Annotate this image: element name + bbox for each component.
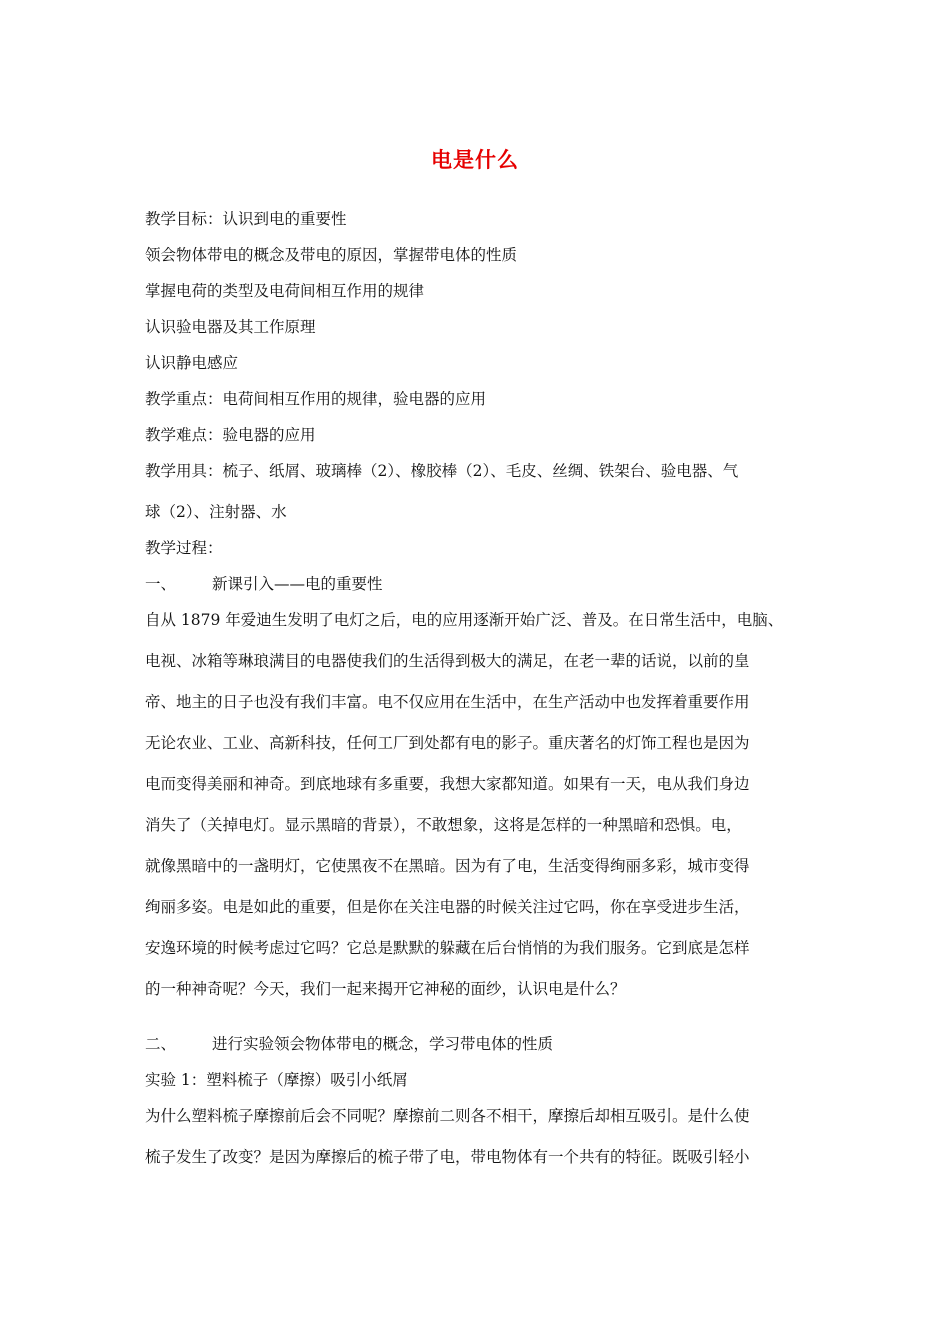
intro-paragraph — [145, 606, 810, 1016]
paragraph-line: 安逸环境的时候考虑过它吗？它总是默默的躲藏在后台悄悄的为我们服务。它到底是怎样 — [145, 939, 750, 957]
section-number: 二、 — [145, 1035, 177, 1053]
paragraph-line: 的一种神奇呢？今天，我们一起来揭开它神秘的面纱，认识电是什么？ — [145, 980, 626, 998]
paragraph-line: 帝、地主的日子也没有我们丰富。电不仅应用在生活中，在生产活动中也发挥着重要作用 — [145, 693, 750, 711]
paragraph-line: 梳子发生了改变？是因为摩擦后的梳子带了电，带电物体有一个共有的特征。既吸引轻小 — [145, 1148, 750, 1166]
document-title: 电是什么 — [431, 147, 519, 172]
paragraph-line: 就像黑暗中的一盏明灯，它使黑夜不在黑暗。因为有了电，生活变得绚丽多彩，城市变得 — [145, 857, 750, 875]
teaching-goal-line: 教学目标：认识到电的重要性 — [145, 210, 347, 228]
paragraph-line: 绚丽多姿。电是如此的重要，但是你在关注电器的时候关注过它吗，你在享受进步生活， — [145, 898, 750, 916]
paragraph-line: 无论农业、工业、高新科技，任何工厂到处都有电的影子。重庆著名的灯饰工程也是因为 — [145, 734, 750, 752]
paragraph-line: 为什么塑料梳子摩擦前后会不同呢？摩擦前二则各不相干，摩擦后却相互吸引。是什么使 — [145, 1107, 750, 1125]
teaching-process-label: 教学过程： — [145, 539, 223, 557]
experiment-heading: 实验 1：塑料梳子（摩擦）吸引小纸屑 — [145, 1071, 408, 1089]
section-number: 一、 — [145, 575, 177, 593]
teaching-tools-line: 球（2）、注射器、水 — [145, 503, 287, 521]
teaching-goal-line: 认识验电器及其工作原理 — [145, 318, 316, 336]
section-heading — [145, 1030, 810, 1066]
document-body — [145, 205, 810, 1184]
section-title: 进行实验领会物体带电的概念，学习带电体的性质 — [212, 1035, 554, 1053]
section-heading — [145, 570, 810, 606]
paragraph-line: 电视、冰箱等琳琅满目的电器使我们的生活得到极大的满足，在老一辈的话说，以前的皇 — [145, 652, 750, 670]
paragraph-line: 自从 1879 年爱迪生发明了电灯之后，电的应用逐渐开始广泛、普及。在日常生活中，电脑、 — [145, 611, 784, 629]
teaching-key-points: 教学重点：电荷间相互作用的规律，验电器的应用 — [145, 390, 487, 408]
teaching-difficulty: 教学难点：验电器的应用 — [145, 426, 316, 444]
paragraph-line: 电而变得美丽和神奇。到底地球有多重要，我想大家都知道。如果有一天，电从我们身边 — [145, 775, 750, 793]
teaching-goal-line: 领会物体带电的概念及带电的原因，掌握带电体的性质 — [145, 246, 518, 264]
section-title: 新课引入——电的重要性 — [212, 575, 383, 593]
teaching-tools-line: 教学用具：梳子、纸屑、玻璃棒（2）、橡胶棒（2）、毛皮、丝绸、铁架台、验电器、气 — [145, 462, 739, 480]
teaching-goal-line: 认识静电感应 — [145, 354, 239, 372]
teaching-goal-line: 掌握电荷的类型及电荷间相互作用的规律 — [145, 282, 425, 300]
paragraph-line: 消失了（关掉电灯。显示黑暗的背景），不敢想象，这将是怎样的一种黑暗和恐惧。电， — [145, 816, 742, 834]
experiment-paragraph — [145, 1102, 810, 1184]
